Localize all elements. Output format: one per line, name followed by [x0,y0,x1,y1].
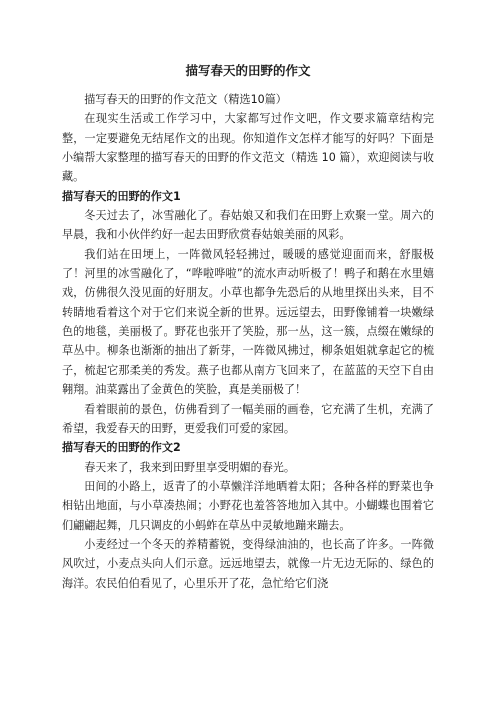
intro-paragraph: 在现实生活或工作学习中，大家都写过作文吧，作文要求篇章结构完整，一定要避免无结尾作文的出现。你知道作文怎样才能写的好吗？下面是小编帮大家整理的描写春天的田野的作文范文（精选 10 篇），欢迎阅读与收藏。 [62,112,434,184]
essay-2-paragraph-3: 小麦经过一个冬天的养精蓄锐，变得绿油油的，也长高了许多。一阵微风吹过，小麦点头向人们示意。远远地望去，就像一片无边无际的、绿色的海洋。农民伯伯看见了，心里乐开了花，急忙给它们浇 [62,537,434,590]
essay-1-heading: 描写春天的田野的作文1 [62,189,181,203]
essay-1-paragraph-1: 冬天过去了，冰雪融化了。春姑娘又和我们在田野上欢聚一堂。周六的早晨，我和小伙伴约好一起去田野欣赏春姑娘美丽的风彩。 [62,209,434,242]
essay-2-paragraph-1: 春天来了，我来到田野里享受明媚的春光。 [84,460,295,474]
intro-summary: 描写春天的田野的作文范文（精选10篇） [84,93,287,106]
document-title: 描写春天的田野的作文 [185,63,311,78]
essay-2-paragraph-2: 田间的小路上，返青了的小草懒洋洋地晒着太阳；各种各样的野菜也争相钻出地面，与小草凑热闹；小野花也羞答答地加入其中。小蝴蝶也围着它们翩翩起舞，几只调皮的小蚂蚱在草丛中灵敏地蹦来蹦去。 [62,479,434,532]
essay-2-heading: 描写春天的田野的作文2 [62,441,181,455]
essay-1-paragraph-3: 看着眼前的景色，仿佛看到了一幅美丽的画卷，它充满了生机，充满了希望，我爱春天的田野，更爱我们可爱的家园。 [62,402,434,435]
essay-1-paragraph-2: 我们站在田埂上，一阵微风轻轻拂过，暖暖的感觉迎面而来，舒服极了！河里的冰雪融化了，“哗啦哗啦”的流水声动听极了！鸭子和鹅在水里嬉戏，仿佛很久没见面的好朋友。小草也都争先恐后的从地里探出头来，目不转睛地看着这个对于它们来说全新的世界。远远望去，田野像铺着一块嫩绿色的地毯，美丽极了。野花也张开了笑脸，那一丛，这一簇，点缀在嫩绿的草丛中。柳条也渐渐的抽出了新芽，一阵微风拂过，柳条姐姐就拿起它的梳子，梳起它那柔美的秀发。燕子也都从南方飞回来了，在蓝蓝的天空下自由翱翔。油菜露出了金黄色的笑脸，真是美丽极了！ [62,247,434,397]
